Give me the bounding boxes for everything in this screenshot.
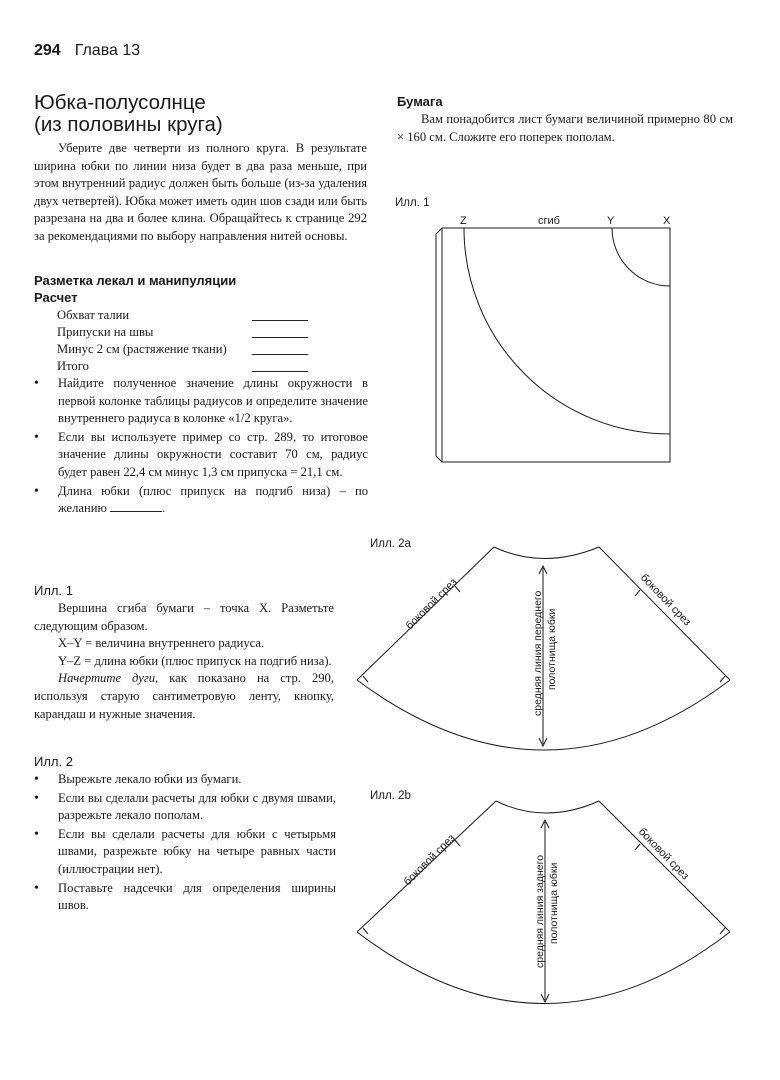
ill2b-side-label-left: боковой срез xyxy=(401,832,458,889)
ill1-point-y: Y xyxy=(607,215,615,227)
ill2b-side-label-right: боковой срез xyxy=(635,825,692,883)
ill1-paper-sheet xyxy=(442,228,670,462)
ill1-point-z: Z xyxy=(460,215,467,227)
markup-heading: Разметка лекал и манипуляции xyxy=(34,273,237,288)
notch-mark xyxy=(363,676,368,682)
ill1-paragraph-rest: как показано на стр. 290, используя старую сантиметровую ленту, кнопку, карандаш и нужные значения. xyxy=(34,671,334,721)
chapter-title: Глава 13 xyxy=(74,42,141,59)
ill2b-center-label-line2: полотнища юбки xyxy=(548,862,560,944)
ill2b-side-seam-right xyxy=(599,801,730,932)
section-title-line1: Юбка-полусолнце xyxy=(34,91,206,114)
notch-mark xyxy=(720,928,725,934)
notch-mark xyxy=(720,676,725,682)
ill1-fold-label: сгиб xyxy=(538,215,560,227)
page-number: 294 xyxy=(34,42,61,59)
list-item: • Если вы сделали расчеты для юбки с четырьмя швами, разрежьте юбку на четыре равных части (иллюстрации нет). xyxy=(34,826,336,879)
ill1-italic-phrase: Начертите дуги, xyxy=(58,671,159,686)
notch-mark xyxy=(363,928,368,934)
intro-paragraph: Уберите две четверти из полного круга. В результате ширина юбки по линии низа будет в два раза меньше, при этом внутренний радиус должен быть больше (из-за удаления двух четвертей). Юбка может иметь один шов сзади или быть разрезана на два и более клина. Обращайтесь к странице 292 за рекомендациями по выбору направления нитей основы. xyxy=(34,141,367,243)
list-item: • Найдите полученное значение длины окружности в первой колонке таблицы радиусов и определите значение внутреннего радиуса в колонке «1/2 круга». xyxy=(34,375,368,428)
ill2b-center-label-line1: средняя линия заднего xyxy=(534,854,546,968)
list-item: • Вырежьте лекало юбки из бумаги. xyxy=(34,771,336,789)
list-item: • Если вы используете пример со стр. 289, то итоговое значение длины окружности составит 70 см, радиус будет равен 22,4 см минус 1,3 см припуска = 21,1 см. xyxy=(34,429,368,482)
ill1-paragraph: Вершина сгиба бумаги – точка X. Разметьте следующим образом. xyxy=(34,601,334,633)
ill1-outer-arc xyxy=(464,228,670,434)
ill2b-waist-arc xyxy=(496,801,599,813)
figure-label-ill2a: Илл. 2а xyxy=(370,538,411,550)
ill2a-side-seam-right xyxy=(599,547,730,680)
calc-row-label: Итого xyxy=(57,359,89,373)
section-title-line2: (из половины круга) xyxy=(34,113,223,136)
list-item: • Поставьте надсечки для определения ширины швов. xyxy=(34,880,336,915)
calc-row-label: Обхват талии xyxy=(57,308,130,322)
ill2-heading: Илл. 2 xyxy=(34,754,73,769)
ill1-drawing xyxy=(436,228,670,462)
ill2a-side-label-right: боковой срез xyxy=(637,571,694,629)
calc-row-label: Припуски на швы xyxy=(57,325,154,339)
figure-label-ill1: Илл. 1 xyxy=(395,197,430,209)
ill1-point-x: X xyxy=(663,215,671,227)
calc-heading: Расчет xyxy=(34,290,78,305)
ill1-paragraph: Y–Z = длина юбки (плюс припуск на подгиб низа). xyxy=(58,653,332,668)
notch-mark xyxy=(635,844,640,850)
ill2a-center-label-line1: средняя линия переднего xyxy=(532,590,544,716)
ill1-paragraph: X–Y = величина внутреннего радиуса. xyxy=(58,636,265,651)
ill2a-waist-arc xyxy=(494,547,599,559)
calc-row-label: Минус 2 см (растяжение ткани) xyxy=(57,342,227,356)
paper-heading: Бумага xyxy=(397,94,443,109)
figure-label-ill2b: Илл. 2b xyxy=(370,790,411,802)
notch-mark xyxy=(635,590,640,596)
ill1-heading: Илл. 1 xyxy=(34,583,73,598)
list-item-text: Длина юбки (плюс припуск на подгиб низа) – по желанию xyxy=(58,483,368,516)
ill2a-side-label-left: боковой срез xyxy=(403,576,460,633)
list-item: • Если вы сделали расчеты для юбки с двумя швами, разрежьте лекало пополам. xyxy=(34,790,336,825)
ill1-paper-layer xyxy=(436,228,442,462)
paper-paragraph: Вам понадобится лист бумаги величиной примерно 80 см × 160 см. Сложите его поперек пополам. xyxy=(397,112,733,144)
ill2a-center-label-line2: полотнища юбки xyxy=(546,608,558,690)
list-item-end: . xyxy=(162,501,166,516)
ill1-inner-arc xyxy=(612,228,670,286)
